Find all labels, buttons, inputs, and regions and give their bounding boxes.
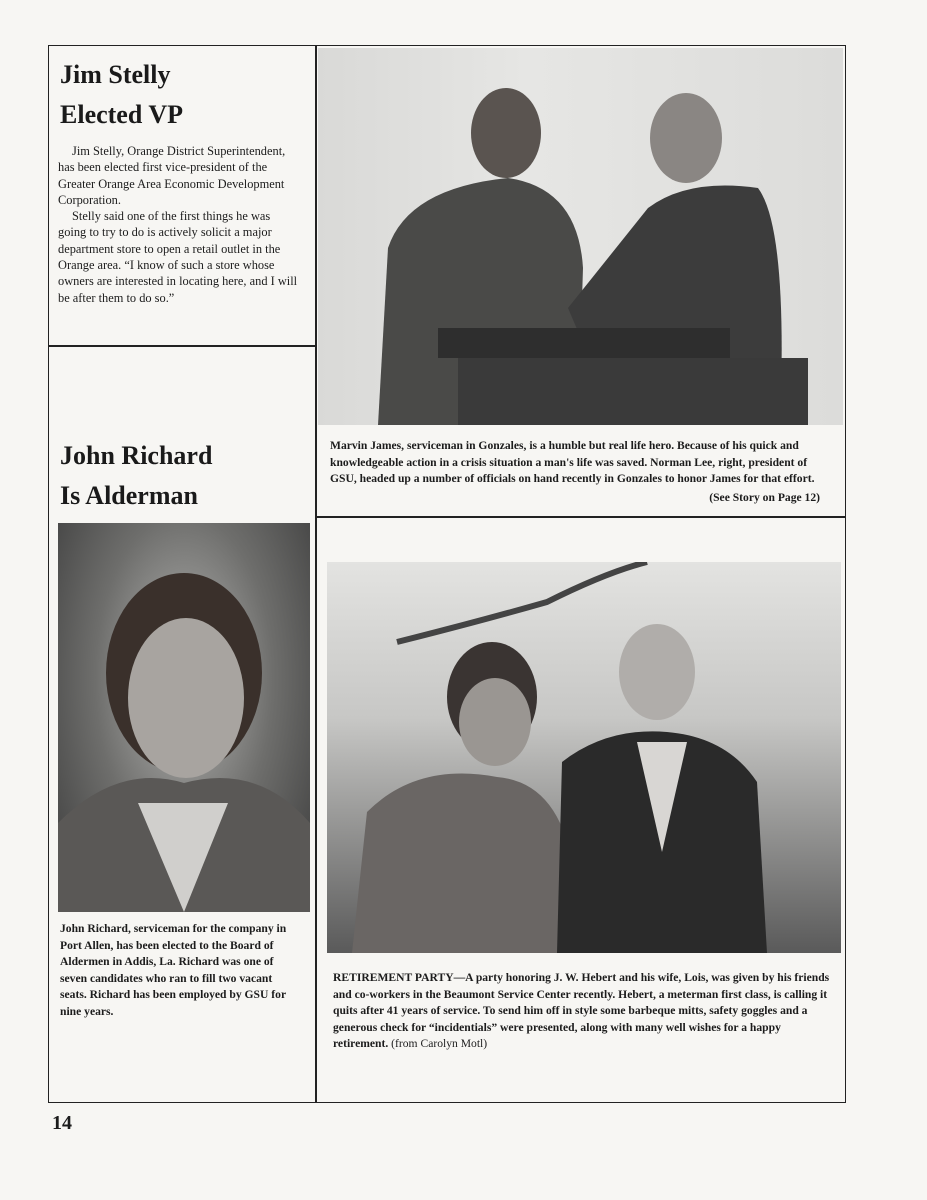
stelly-headline-line2: Elected VP <box>60 100 183 129</box>
stelly-article <box>58 143 298 306</box>
see-story-link: (See Story on Page 12) <box>709 490 820 504</box>
stelly-headline <box>60 55 183 135</box>
photo-illustration <box>318 48 843 425</box>
james-caption-text: Marvin James, serviceman in Gonzales, is a humble but real life hero. Because of his quick and knowledgeable action in a crisis situation a man's life was saved. Norman Lee, right, president of GSU, headed up a number of officials on hand recently in Gonzales to honor James for that effort. <box>330 439 815 485</box>
left-section-divider <box>48 345 316 347</box>
page-number: 14 <box>52 1112 72 1134</box>
richard-caption: John Richard, serviceman for the company in Port Allen, has been elected to the Board of Aldermen in Addis, La. Richard was one of seven candidates who ran to fill two vacant seats. Richard has been employed by GSU for nine years. <box>60 922 287 1018</box>
stelly-paragraph: Jim Stelly, Orange District Superintendent, has been elected first vice-president of the Greater Orange Area Economic Development Corporation. <box>58 144 286 207</box>
retirement-caption <box>333 970 833 1053</box>
photo-illustration <box>58 523 310 912</box>
richard-headline <box>60 436 212 516</box>
photo-john-richard <box>58 523 310 912</box>
right-section-divider <box>315 516 846 518</box>
column-divider <box>315 45 317 1103</box>
photo-credit: (from Carolyn Motl) <box>391 1037 488 1050</box>
stelly-headline-line1: Jim Stelly <box>60 60 171 89</box>
photo-illustration <box>327 562 841 953</box>
richard-headline-line1: John Richard <box>60 441 213 470</box>
stelly-paragraph: Stelly said one of the first things he was going to try to do is actively solicit a major department store to open a retail outlet in the Orange area. “I know of such a store whose owners are interested in locating here, and I will be after them to do so.” <box>58 209 298 305</box>
photo-james-and-lee <box>318 48 843 425</box>
james-caption <box>330 438 820 506</box>
retirement-caption-text: RETIREMENT PARTY—A party honoring J. W. Hebert and his wife, Lois, was given by his friends and co-workers in the Beaumont Service Center recently. Hebert, a meterman first class, is calling it quits after 41 years of service. To send him off in style some barbeque mitts, safety goggles and a generous check for “incidentials” were presented, along with many well wishes for a happy retirement. <box>333 971 830 1050</box>
photo-retirement-party <box>327 562 841 953</box>
richard-headline-line2: Is Alderman <box>60 481 198 510</box>
